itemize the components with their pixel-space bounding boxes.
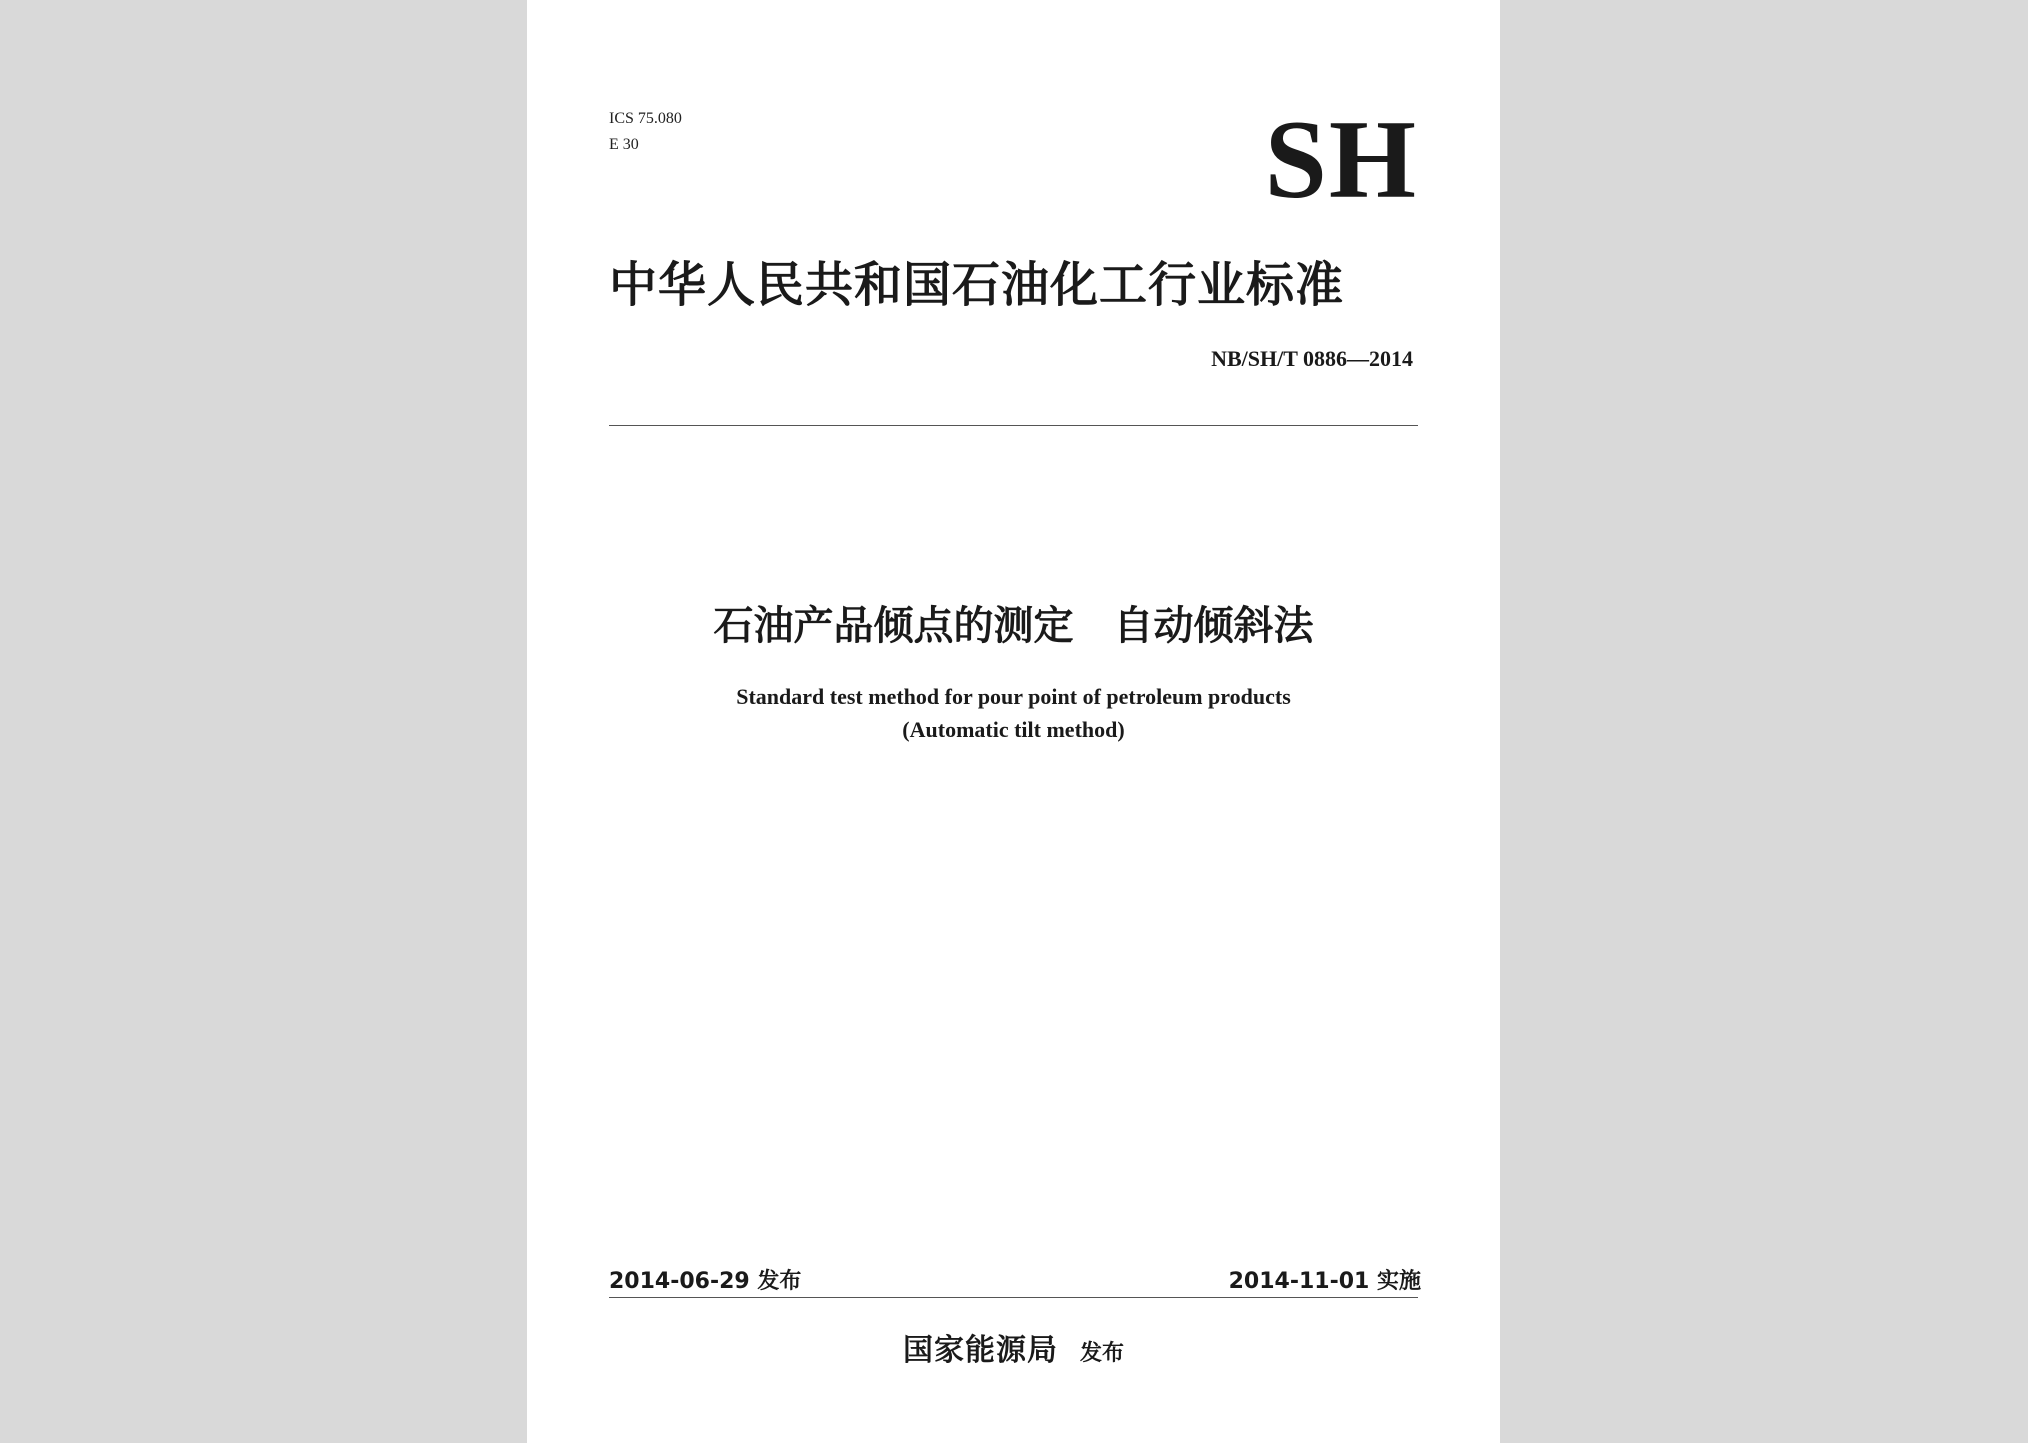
publisher-organization: 国家能源局: [902, 1333, 1058, 1368]
publisher: [527, 1328, 1500, 1377]
english-title: [527, 680, 1500, 746]
sh-logo: SH: [1264, 98, 1418, 222]
header-divider: [609, 425, 1418, 426]
footer-divider: [609, 1297, 1418, 1298]
implementation-date: 2014-11-01 实施: [1228, 1269, 1421, 1294]
issue-date: 2014-06-29 发布: [609, 1269, 802, 1294]
chinese-title: 石油产品倾点的测定 自动倾斜法: [713, 603, 1314, 649]
classification-codes: [609, 106, 682, 158]
document-page: [527, 0, 1500, 1443]
standard-number: NB/SH/T 0886—2014: [1211, 346, 1413, 371]
english-title-line2: (Automatic tilt method): [902, 717, 1125, 742]
ccs-code: E 30: [609, 136, 639, 153]
english-title-line1: Standard test method for pour point of petroleum products: [736, 684, 1291, 709]
standard-category-title: 中华人民共和国石油化工行业标准: [609, 257, 1345, 313]
ics-code: ICS 75.080: [609, 110, 682, 127]
publisher-action: 发布: [1079, 1341, 1124, 1366]
